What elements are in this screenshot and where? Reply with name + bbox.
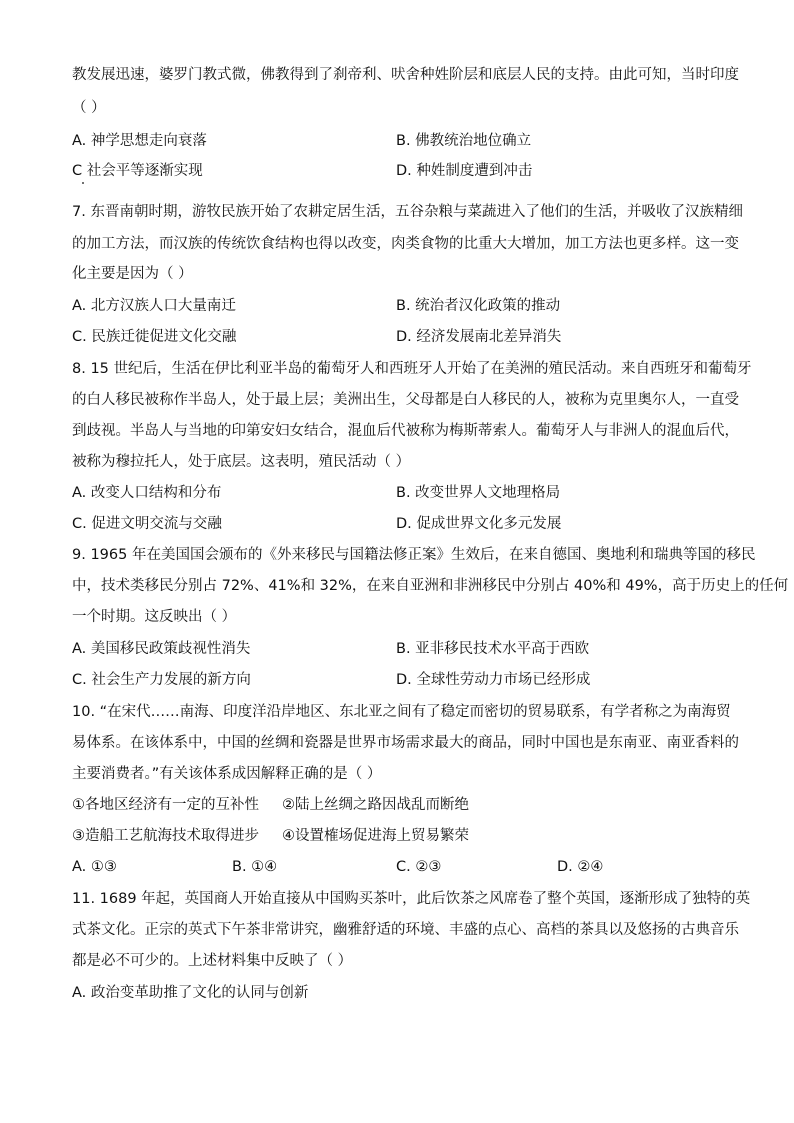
q6-line-1: 教发展迅速，婆罗门教式微，佛教得到了刹帝利、吠舍种姓阶层和底层人民的支持。由此可知，当时印度: [72, 67, 739, 83]
q9-option-a[interactable]: A. 美国移民政策歧视性消失: [72, 641, 251, 657]
q7-line-1: 7. 东晋南朝时期，游牧民族开始了农耕定居生活，五谷杂粮与菜蔬进入了他们的生活，并吸收了汉族精细: [72, 204, 743, 220]
q10-statement-4: ④设置榷场促进海上贸易繁荣: [282, 828, 469, 844]
q9-option-d[interactable]: D. 全球性劳动力市场已经形成: [396, 672, 591, 688]
q8-line-1: 8. 15 世纪后，生活在伊比利亚半岛的葡萄牙人和西班牙人开始了在美洲的殖民活动。来自西班牙和葡萄牙: [72, 361, 752, 377]
q11-option-a[interactable]: A. 政治变革助推了文化的认同与创新: [72, 985, 309, 1001]
q11-line-3: 都是必不可少的。上述材料集中反映了（ ）: [72, 953, 353, 969]
q9-line-1: 9. 1965 年在美国国会颁布的《外来移民与国籍法修正案》生效后，在来自德国、奥地利和瑞典等国的移民: [72, 547, 756, 563]
q10-option-d[interactable]: D. ②④: [557, 859, 604, 875]
q10-line-2: 易体系。在该体系中，中国的丝绸和瓷器是世界市场需求最大的商品，同时中国也是东南亚、南亚香料的: [72, 735, 739, 751]
q9-option-c[interactable]: C. 社会生产力发展的新方向: [72, 672, 251, 688]
stray-dot-mark: [82, 182, 84, 184]
q8-line-4: 被称为穆拉托人，处于底层。这表明，殖民活动（ ）: [72, 454, 411, 470]
q9-line-3: 一个时期。这反映出（ ）: [72, 609, 237, 625]
q9-option-b[interactable]: B. 亚非移民技术水平高于西欧: [396, 641, 590, 657]
q7-option-d[interactable]: D. 经济发展南北差异消失: [396, 329, 562, 345]
q7-line-3: 化主要是因为（ ）: [72, 266, 193, 282]
q8-option-a[interactable]: A. 改变人口结构和分布: [72, 485, 222, 501]
q6-line-2: （ ）: [72, 100, 106, 116]
q8-option-d[interactable]: D. 促成世界文化多元发展: [396, 516, 562, 532]
q10-option-b[interactable]: B. ①④: [232, 859, 278, 875]
q11-line-1: 11. 1689 年起，英国商人开始直接从中国购买茶叶，此后饮茶之风席卷了整个英国，逐渐形成了独特的英: [72, 891, 751, 907]
q7-option-b[interactable]: B. 统治者汉化政策的推动: [396, 298, 561, 314]
q7-option-a[interactable]: A. 北方汉族人口大量南迁: [72, 298, 236, 314]
q10-option-c[interactable]: C. ②③: [396, 859, 442, 875]
q10-statement-1: ①各地区经济有一定的互补性: [72, 797, 259, 813]
q10-statement-2: ②陆上丝绸之路因战乱而断绝: [282, 797, 469, 813]
q6-option-c[interactable]: C 社会平等逐渐实现: [72, 163, 203, 179]
q8-line-2: 的白人移民被称作半岛人，处于最上层；美洲出生，父母都是白人移民的人，被称为克里奥尔人，一直受: [72, 392, 739, 408]
q10-line-3: 主要消费者。”有关该体系成因解释正确的是（ ）: [72, 766, 382, 782]
q7-line-2: 的加工方法，而汉族的传统饮食结构也得以改变，肉类食物的比重大大增加，加工方法也更多样。这一变: [72, 236, 739, 252]
q8-option-c[interactable]: C. 促进文明交流与交融: [72, 516, 222, 532]
q7-option-c[interactable]: C. 民族迁徙促进文化交融: [72, 329, 237, 345]
q10-option-a[interactable]: A. ①③: [72, 859, 117, 875]
q8-option-b[interactable]: B. 改变世界人文地理格局: [396, 485, 561, 501]
q10-statement-3: ③造船工艺航海技术取得进步: [72, 828, 259, 844]
q8-line-3: 到歧视。半岛人与当地的印第安妇女结合，混血后代被称为梅斯蒂索人。葡萄牙人与非洲人的混血后代，: [72, 423, 739, 439]
q9-line-2: 中，技术类移民分别占 72%、41%和 32%，在来自亚洲和非洲移民中分别占 40%和 49%，高于历史上的任何: [72, 578, 789, 594]
q10-line-1: 10. “在宋代……南海、印度洋沿岸地区、东北亚之间有了稳定而密切的贸易联系，有学者称之为南海贸: [72, 704, 731, 720]
q6-option-d[interactable]: D. 种姓制度遭到冲击: [396, 163, 533, 179]
q11-line-2: 式茶文化。正宗的英式下午茶非常讲究，幽雅舒适的环境、丰盛的点心、高档的茶具以及悠扬的古典音乐: [72, 922, 739, 938]
q6-option-b[interactable]: B. 佛教统治地位确立: [396, 133, 532, 149]
q6-option-a[interactable]: A. 神学思想走向衰落: [72, 133, 207, 149]
